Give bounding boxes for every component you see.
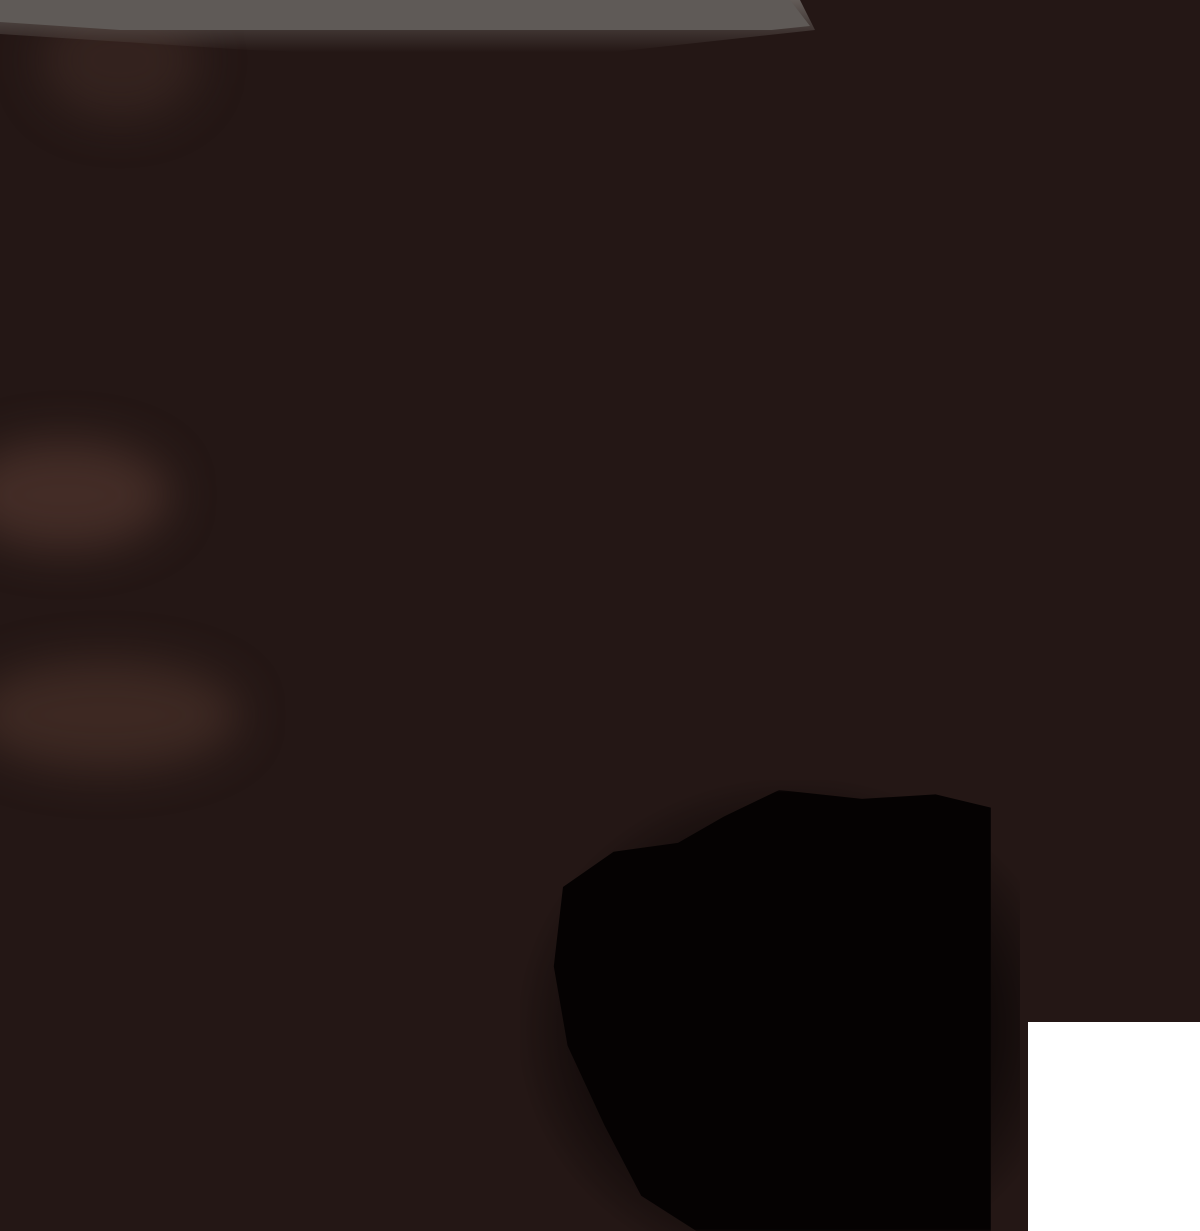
white-corner-notch (1028, 1022, 1200, 1231)
top-grey-band (0, 0, 810, 30)
